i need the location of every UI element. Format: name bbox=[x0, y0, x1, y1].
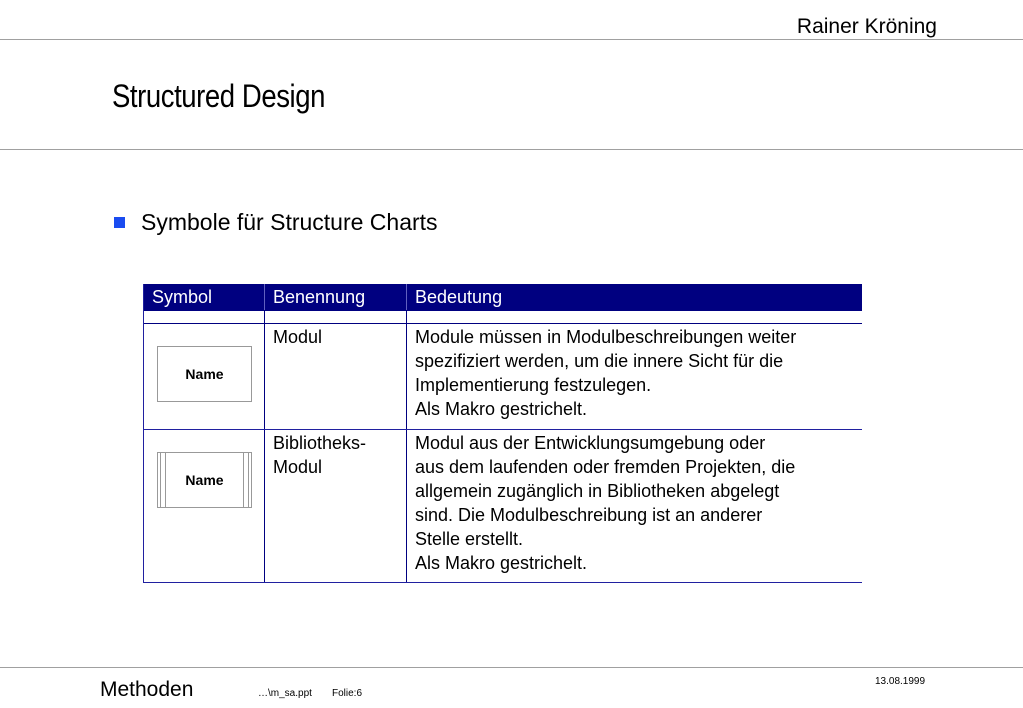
table-header bbox=[144, 284, 862, 310]
meaning-line: Als Makro gestrichelt. bbox=[415, 553, 588, 573]
meaning-line: Module müssen in Modulbeschreibungen weiter bbox=[415, 327, 797, 347]
meaning-line: spezifiziert werden, um die innere Sicht für die bbox=[415, 351, 784, 371]
table-row bbox=[144, 430, 862, 583]
symbol-cell bbox=[144, 324, 265, 429]
meaning-line: allgemein zugänglich in Bibliotheken abgelegt bbox=[415, 481, 780, 501]
table-spacer-row bbox=[144, 310, 862, 324]
header-bedeutung: Bedeutung bbox=[415, 287, 503, 307]
slide-title: Structured Design bbox=[112, 78, 325, 114]
name-cell bbox=[265, 430, 407, 582]
footer-divider bbox=[0, 667, 1023, 668]
library-bar-left bbox=[160, 452, 166, 508]
table-row bbox=[144, 324, 862, 430]
meaning-cell bbox=[407, 324, 862, 429]
title-divider bbox=[0, 149, 1023, 150]
meaning-line: Implementierung festzulegen. bbox=[415, 375, 652, 395]
footer-section: Methoden bbox=[100, 678, 194, 701]
meaning-cell bbox=[407, 430, 862, 582]
footer-slide-number: Folie:6 bbox=[332, 688, 363, 699]
module-symbol bbox=[157, 346, 252, 402]
top-divider bbox=[0, 39, 1023, 40]
footer-file: …\m_sa.ppt bbox=[258, 688, 312, 699]
library-bar-right bbox=[243, 452, 249, 508]
footer-date: 13.08.1999 bbox=[875, 676, 926, 687]
bullet-text: Symbole für Structure Charts bbox=[141, 209, 438, 235]
symbol-table bbox=[143, 284, 862, 583]
bullet-item bbox=[114, 209, 438, 236]
module-symbol-label: Name bbox=[185, 366, 224, 382]
meaning-line: Stelle erstellt. bbox=[415, 529, 524, 549]
name-line: Modul bbox=[273, 457, 323, 477]
meaning-line: aus dem laufenden oder fremden Projekten, die bbox=[415, 457, 796, 477]
name-line: Bibliotheks- bbox=[273, 433, 367, 453]
library-module-symbol bbox=[157, 452, 252, 508]
square-bullet-icon bbox=[114, 217, 125, 228]
symbol-cell bbox=[144, 430, 265, 582]
header-symbol: Symbol bbox=[144, 284, 265, 310]
library-symbol-label: Name bbox=[185, 472, 224, 488]
author-name: Rainer Kröning bbox=[796, 15, 937, 38]
name-cell: Modul bbox=[265, 324, 407, 429]
meaning-line: Als Makro gestrichelt. bbox=[415, 399, 588, 419]
header-benennung: Benennung bbox=[265, 284, 407, 310]
meaning-line: Modul aus der Entwicklungsumgebung oder bbox=[415, 433, 766, 453]
meaning-line: sind. Die Modulbeschreibung ist an anderer bbox=[415, 505, 763, 525]
